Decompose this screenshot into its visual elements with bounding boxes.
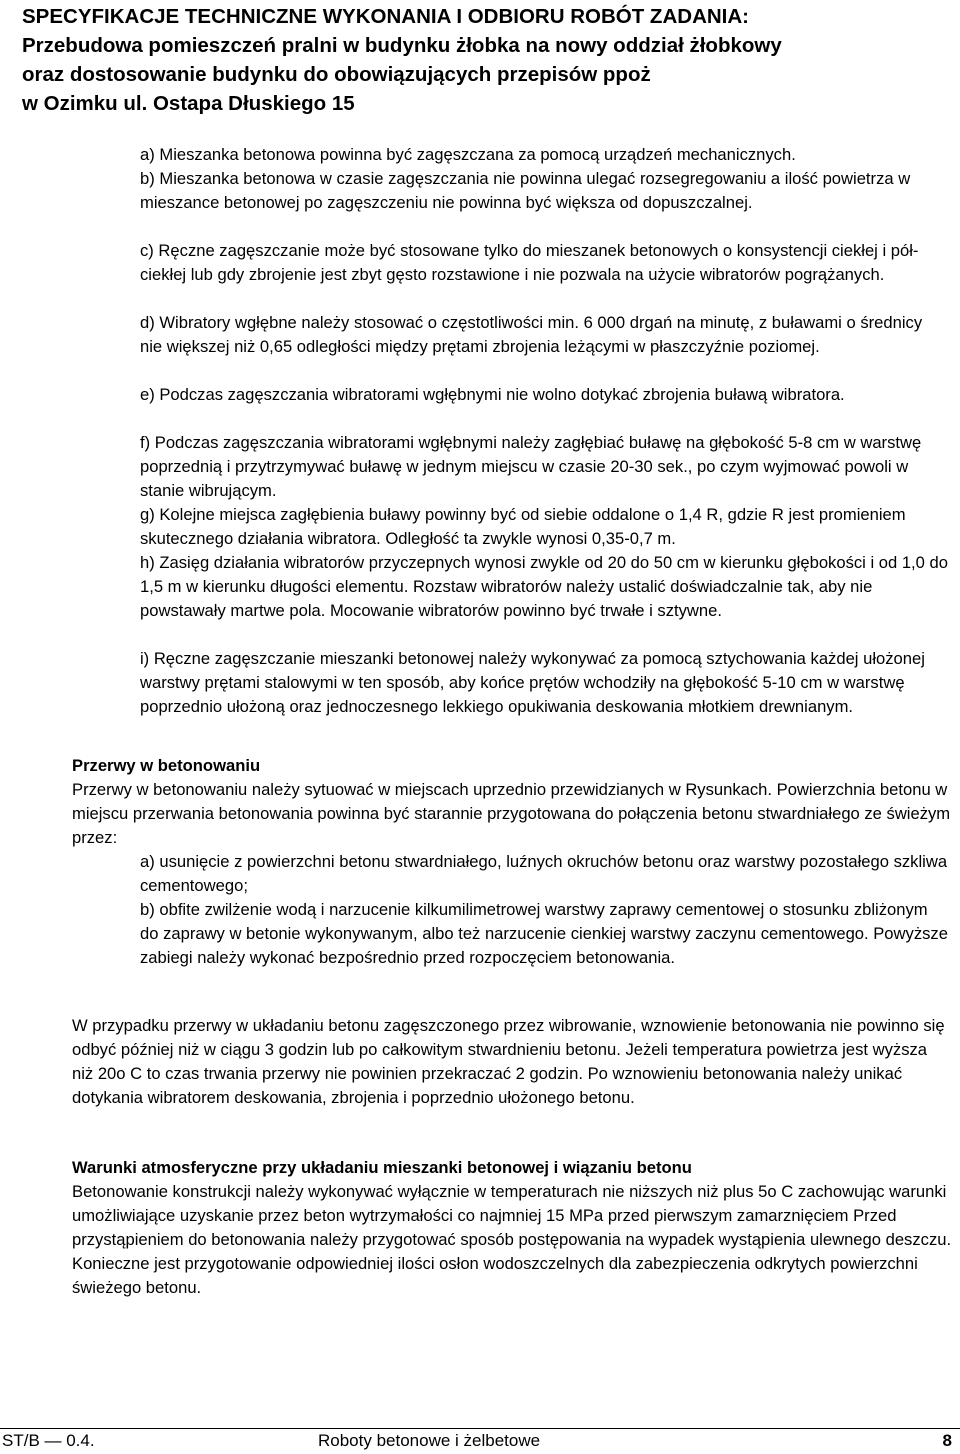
header-line-1: SPECYFIKACJE TECHNICZNE WYKONANIA I ODBIORU ROBÓT ZADANIA: xyxy=(22,5,749,28)
document-header xyxy=(22,2,952,118)
page-number: 8 xyxy=(942,1431,952,1450)
list-item-c: c) Ręczne zagęszczanie może być stosowane tylko do mieszanek betonowych o konsystencji ciekłej i pół-ciekłej lub gdy zbrojenie jest zbyt gęsto rozstawione i nie pozwala na użycie wibratorów pogrążanych. xyxy=(140,241,919,284)
header-line-3: oraz dostosowanie budynku do obowiązujących przepisów ppoż xyxy=(22,63,651,86)
section-heading-warunki: Warunki atmosferyczne przy układaniu mieszanki betonowej i wiązaniu betonu xyxy=(72,1158,692,1177)
list-item-d: d) Wibratory wgłębne należy stosować o częstotliwości min. 6 000 drgań na minutę, z buławami o średnicy nie większej niż 0,65 odległości między prętami zbrojenia leżącymi w płaszczyźnie poziomej. xyxy=(140,313,923,356)
przerwy-paragraph-2: W przypadku przerwy w układaniu betonu zagęszczonego przez wibrowanie, wznowienie betonowania nie powinno się odbyć później niż w ciągu 3 godzin lub po całkowitym stwardnieniu betonu. Jeżeli temperatura powietrza jest wyższa niż 20o C to czas trwania przerwy nie powinien przekraczać 2 godzin. Po wznowieniu betonowania należy unikać dotykania wibratorem deskowania, zbrojenia i poprzednio ułożonego betonu. xyxy=(72,1016,945,1107)
przerwy-intro: Przerwy w betonowaniu należy sytuować w miejscach uprzednio przewidzianych w Rysunkach. Powierzchnia betonu w miejscu przerwania betonowania powinna być starannie przygotowana do połączenia betonu stwardniałego ze świeżym przez: xyxy=(72,780,951,847)
footer-title: Roboty betonowe i żelbetowe xyxy=(318,1431,541,1450)
section-heading-przerwy: Przerwy w betonowaniu xyxy=(72,756,261,775)
warunki-body: Betonowanie konstrukcji należy wykonywać wyłącznie w temperaturach nie niższych niż plus 5o C zachowując warunki umożliwiające uzyskanie przez beton wytrzymałości co najmniej 15 MPa przed pierwszym zamarznięciem Przed przystąpieniem do betonowania należy przygotować sposób postępowania na wypadek wystąpienia ulewnego deszczu. Konieczne jest przygotowanie odpowiedniej ilości osłon wodoszczelnych dla zabezpieczenia odkrytych powierzchni świeżego betonu. xyxy=(72,1182,952,1297)
list-item-a: a) Mieszanka betonowa powinna być zagęszczana za pomocą urządzeń mechanicznych. xyxy=(140,145,796,164)
przerwy-item-a: a) usunięcie z powierzchni betonu stwardniałego, luźnych okruchów betonu oraz warstwy pozostałego szkliwa cementowego; xyxy=(140,852,948,895)
list-item-e: e) Podczas zagęszczania wibratorami wgłębnymi nie wolno dotykać zbrojenia buławą wibratora. xyxy=(140,385,845,404)
list-item-h: h) Zasięg działania wibratorów przyczepnych wynosi zwykle od 20 do 50 cm w kierunku głębokości i od 1,0 do 1,5 m w kierunku długości elementu. Rozstaw wibratorów należy ustalić doświadczalnie tak, aby nie powstawały martwe pola. Mocowanie wibratorów powinno być trwałe i sztywne. xyxy=(140,553,948,620)
header-line-4: w Ozimku ul. Ostapa Dłuskiego 15 xyxy=(22,92,355,115)
list-item-g: g) Kolejne miejsca zagłębienia buławy powinny być od siebie oddalone o 1,4 R, gdzie R jest promieniem skutecznego działania wibratora. Odległość ta zwykle wynosi 0,35-0,7 m. xyxy=(140,505,906,548)
footer-doc-code: ST/B — 0.4. xyxy=(2,1431,95,1450)
header-line-2: Przebudowa pomieszczeń pralni w budynku żłobka na nowy oddział żłobkowy xyxy=(22,34,782,57)
przerwy-item-b: b) obfite zwilżenie wodą i narzucenie kilkumilimetrowej warstwy zaprawy cementowej o stosunku zbliżonym do zaprawy w betonie wykonywanym, albo też narzucenie cienkiej warstwy zaczynu cementowego. Powyższe zabiegi należy wykonać bezpośrednio przed rozpoczęciem betonowania. xyxy=(140,900,948,967)
page-footer xyxy=(0,1428,960,1454)
list-item-i: i) Ręczne zagęszczanie mieszanki betonowej należy wykonywać za pomocą sztychowania każdej ułożonej warstwy prętami stalowymi w ten sposób, aby końce prętów wchodziły na głębokość 5-10 cm w warstwę poprzednio ułożoną oraz jednoczesnego lekkiego opukiwania deskowania młotkiem drewnianym. xyxy=(140,649,925,716)
list-item-b: b) Mieszanka betonowa w czasie zagęszczania nie powinna ulegać rozsegregowaniu a ilość powietrza w mieszance betonowej po zagęszczeniu nie powinna być większa od dopuszczalnej. xyxy=(140,169,911,212)
list-item-f: f) Podczas zagęszczania wibratorami wgłębnymi należy zagłębiać buławę na głębokość 5-8 cm w warstwę poprzednią i przytrzymywać buławę w jednym miejscu w czasie 20-30 sek., po czym wyjmować powoli w stanie wibrującym. xyxy=(140,433,922,500)
